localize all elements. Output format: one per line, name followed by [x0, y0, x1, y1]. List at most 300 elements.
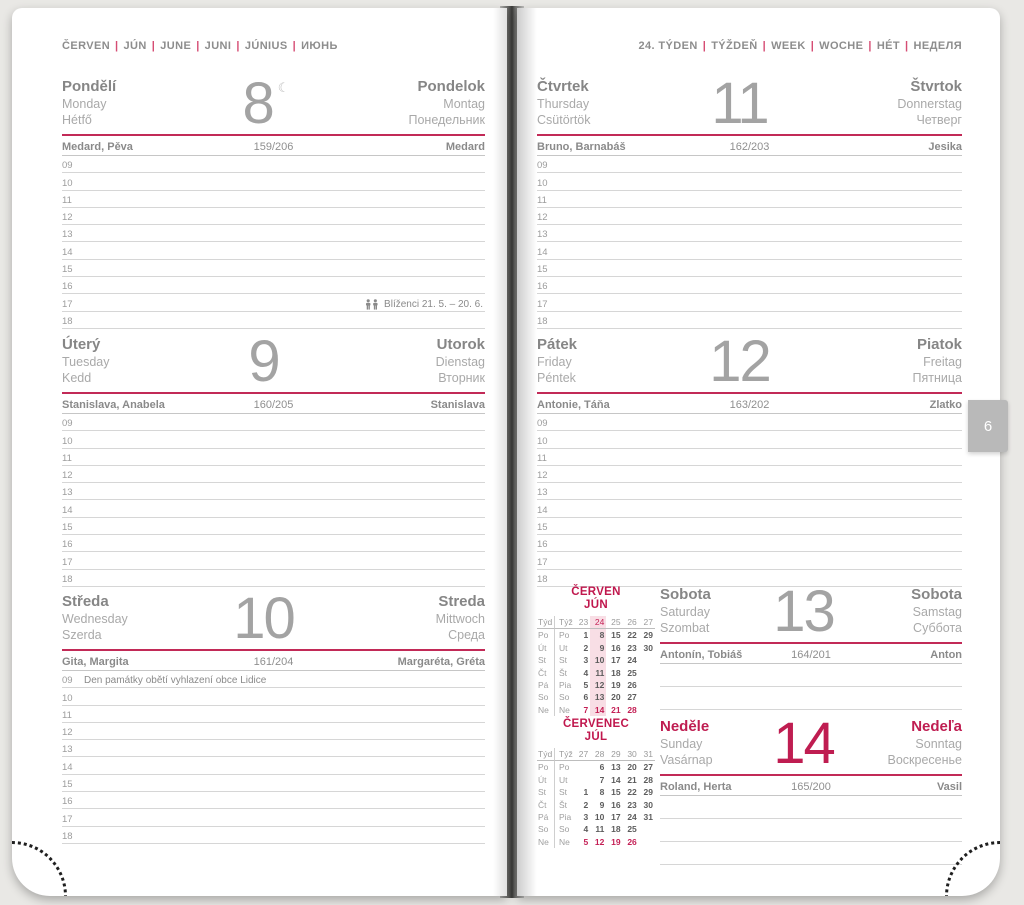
hour-label: 09 — [537, 418, 548, 430]
day-cell: 29 — [643, 787, 653, 798]
hour-row — [62, 173, 485, 190]
day-name-cz: Středa — [62, 593, 109, 610]
header-item: WEEK — [771, 40, 806, 52]
nameday-cz: Stanislava, Anabela — [62, 399, 165, 411]
nameday-cz: Antonín, Tobiáš — [660, 649, 743, 661]
hour-row — [537, 294, 962, 311]
day-cell: 13 — [611, 762, 621, 773]
hour-label: 13 — [537, 487, 548, 499]
mini-calendar-title: ČERVENEC — [562, 718, 630, 730]
day-block-sunday — [660, 711, 963, 865]
day-cell — [574, 774, 590, 786]
day-cell — [639, 654, 655, 666]
day-of-year: 165/200 — [791, 781, 831, 793]
hour-row — [62, 809, 485, 826]
hour-label: 14 — [537, 246, 548, 258]
header-separator: | — [236, 40, 240, 52]
day-name-en: Friday — [537, 355, 572, 369]
hour-row — [537, 173, 962, 190]
day-name-sk: Nedeľa — [911, 718, 962, 735]
nameday-row — [62, 651, 485, 671]
ruled-lines — [660, 796, 962, 865]
nameday-cz: Antonie, Táňa — [537, 399, 610, 411]
header-separator: | — [115, 40, 119, 52]
day-cell: 6 — [599, 762, 605, 773]
day-cell — [639, 836, 655, 848]
ruled-lines — [660, 664, 962, 710]
hour-label: 14 — [537, 504, 548, 516]
day-header — [660, 579, 962, 644]
day-cell: 8 — [590, 629, 606, 641]
hour-row — [62, 277, 485, 294]
day-cell — [639, 691, 655, 703]
header-separator: | — [196, 40, 200, 52]
hour-row — [537, 449, 962, 466]
nameday-cz: Roland, Herta — [660, 781, 732, 793]
day-cell: 9 — [599, 799, 605, 810]
day-cell: 21 — [627, 774, 637, 785]
hour-label: 11 — [537, 194, 547, 206]
day-cell: 4 — [583, 667, 589, 678]
day-block-tuesday — [62, 329, 486, 587]
hour-label: 11 — [62, 452, 72, 464]
day-name-de: Mittwoch — [435, 612, 485, 626]
day-number: 9 — [248, 329, 279, 394]
day-header — [537, 329, 962, 394]
day-name-hu: Szerda — [62, 628, 102, 642]
day-block-friday — [537, 329, 963, 587]
day-cell — [639, 667, 655, 679]
ruled-line — [660, 819, 962, 842]
nameday-sk: Margaréta, Gréta — [397, 656, 486, 668]
hour-label: 14 — [62, 761, 73, 773]
header-separator: | — [702, 40, 707, 52]
hour-label: 13 — [62, 229, 73, 241]
day-cell: 1 — [583, 787, 589, 798]
hour-label: 15 — [537, 522, 548, 534]
hour-label: 10 — [62, 435, 73, 447]
hour-row — [537, 156, 962, 173]
week-number: 28 — [590, 748, 606, 761]
day-cell: 27 — [643, 762, 653, 773]
hour-row — [62, 688, 485, 705]
july-mini-calendar — [537, 718, 655, 848]
day-cell — [639, 823, 655, 835]
day-name-hu: Péntek — [537, 371, 576, 385]
day-cell: 3 — [583, 655, 589, 666]
day-cell: 14 — [590, 704, 606, 716]
day-number: 11 — [711, 71, 768, 136]
hour-label: 12 — [537, 212, 548, 224]
day-cell: 2 — [583, 642, 589, 653]
day-cell: 11 — [595, 824, 605, 835]
weekday-label-cz: Čt — [538, 799, 547, 810]
hour-label: 18 — [62, 573, 73, 585]
hour-label: 16 — [62, 796, 73, 808]
week-label-cz: Týd — [537, 748, 554, 761]
day-name-en: Tuesday — [62, 355, 110, 369]
day-of-year: 160/205 — [253, 399, 294, 411]
day-name-hu: Kedd — [62, 371, 92, 385]
day-name-cz: Neděle — [660, 718, 710, 735]
mini-calendar-subtitle: JÚN — [584, 599, 608, 611]
day-header — [62, 586, 485, 651]
mini-calendar-title: ČERVEN — [571, 586, 621, 598]
hour-row — [537, 500, 962, 517]
day-cell: 27 — [627, 692, 637, 703]
day-cell: 4 — [583, 824, 589, 835]
hour-grid — [537, 156, 962, 329]
hour-row — [62, 570, 485, 587]
day-cell: 7 — [583, 704, 589, 715]
day-name-de: Dienstag — [435, 355, 485, 369]
day-cell: 5 — [583, 836, 589, 847]
day-cell — [639, 679, 655, 691]
day-cell: 8 — [599, 787, 605, 798]
ruled-line — [660, 687, 962, 710]
day-header — [537, 71, 962, 136]
day-name-sk: Streda — [438, 593, 485, 610]
week-number: 27 — [574, 748, 590, 761]
hour-row — [62, 706, 485, 723]
hour-label: 17 — [62, 813, 73, 825]
day-cell: 7 — [599, 774, 605, 785]
day-cell: 30 — [643, 642, 653, 653]
day-cell: 9 — [590, 642, 606, 654]
hour-label: 10 — [62, 177, 73, 189]
day-block-wednesday — [62, 586, 486, 844]
nameday-row — [62, 136, 485, 156]
day-cell: 21 — [611, 704, 621, 715]
left-page — [12, 8, 507, 896]
day-cell: 18 — [611, 824, 621, 835]
weekday-label-sk: Št — [554, 799, 574, 811]
day-cell: 30 — [643, 799, 653, 810]
week-number: 30 — [623, 748, 639, 761]
hour-grid — [62, 414, 485, 587]
hour-label: 15 — [62, 264, 73, 276]
hour-row — [62, 225, 485, 242]
nameday-row — [537, 394, 962, 414]
day-cell: 24 — [627, 812, 637, 823]
hour-row — [537, 466, 962, 483]
hour-label: 17 — [62, 298, 73, 310]
hour-row — [62, 552, 485, 569]
day-of-year: 164/201 — [791, 649, 831, 661]
day-cell: 15 — [611, 787, 621, 798]
weekday-label-cz: St — [538, 787, 547, 798]
weekday-label-sk: Ut — [554, 774, 574, 786]
hour-row — [62, 518, 485, 535]
hour-row — [537, 414, 962, 431]
nameday-cz: Bruno, Barnabáš — [537, 141, 626, 153]
hour-label: 12 — [62, 470, 73, 482]
month-tab-6[interactable]: 6 — [968, 400, 1008, 452]
hour-row — [537, 225, 962, 242]
day-name-en: Sunday — [660, 737, 703, 751]
mini-calendar-grid — [537, 748, 655, 848]
header-item: JÚN — [123, 40, 147, 52]
week-number: 29 — [606, 748, 622, 761]
hour-label: 18 — [537, 573, 548, 585]
day-cell: 10 — [590, 654, 606, 666]
hour-label: 17 — [537, 556, 548, 568]
day-cell: 16 — [611, 799, 621, 810]
day-number: 14 — [773, 711, 834, 776]
day-cell: 2 — [583, 799, 589, 810]
day-name-cz: Čtvrtek — [537, 78, 589, 95]
hour-label: 12 — [62, 727, 73, 739]
hour-row — [537, 570, 962, 587]
hour-row — [62, 535, 485, 552]
hour-row — [537, 242, 962, 259]
day-cell: 28 — [627, 704, 637, 715]
hour-row — [62, 671, 485, 688]
hour-label: 18 — [62, 830, 73, 842]
day-cell: 28 — [643, 774, 653, 785]
nameday-row — [62, 394, 485, 414]
right-page — [517, 8, 1000, 896]
day-name-sk: Sobota — [911, 586, 962, 603]
day-name-ru: Пятница — [912, 371, 962, 385]
day-note — [365, 299, 485, 310]
header-item: JÚNIUS — [244, 40, 288, 52]
hour-label: 12 — [537, 470, 548, 482]
hour-label: 09 — [62, 418, 73, 430]
weekday-label-cz: Út — [538, 642, 547, 653]
hour-grid — [62, 156, 485, 329]
nameday-sk: Zlatko — [929, 399, 963, 411]
day-name-cz: Úterý — [62, 336, 101, 353]
hour-grid — [537, 414, 962, 587]
hour-row — [537, 483, 962, 500]
day-cell — [574, 761, 590, 773]
hour-row — [62, 294, 485, 311]
header-separator: | — [292, 40, 297, 52]
header-item: НЕДЕЛЯ — [913, 40, 962, 52]
header-item: ČERVEN — [62, 40, 111, 52]
weekday-label-cz: So — [538, 692, 549, 703]
weekday-label-cz: So — [538, 824, 549, 835]
weekday-label-sk: Pia — [554, 811, 574, 823]
header-item: ИЮНЬ — [301, 40, 338, 52]
header-item: JUNI — [204, 40, 232, 52]
header-item: HÉT — [876, 40, 901, 52]
hour-row — [62, 775, 485, 792]
hour-row — [62, 242, 485, 259]
nameday-sk: Medard — [445, 141, 486, 153]
nameday-row — [660, 644, 962, 664]
hour-label: 09 — [62, 160, 73, 172]
hour-row — [62, 449, 485, 466]
day-name-en: Wednesday — [62, 612, 128, 626]
hour-label: 16 — [537, 539, 548, 551]
header-item: WOCHE — [819, 40, 864, 52]
day-name-en: Saturday — [660, 605, 711, 619]
header-item: 24. TÝDEN — [638, 40, 698, 52]
nameday-sk: Vasil — [936, 781, 963, 793]
day-cell: 25 — [627, 667, 637, 678]
perforation-arc — [12, 841, 67, 896]
weekday-label-sk: Pia — [554, 679, 574, 691]
hour-label: 15 — [62, 779, 73, 791]
weekday-label-cz: St — [538, 655, 547, 666]
header-separator: | — [151, 40, 156, 52]
day-header — [62, 329, 485, 394]
day-name-de: Montag — [443, 97, 485, 111]
day-cell: 12 — [590, 679, 606, 691]
hour-label: 18 — [62, 315, 73, 327]
weekday-label-sk: Ut — [554, 642, 574, 654]
week-header — [638, 40, 962, 52]
header-separator: | — [762, 40, 767, 52]
day-cell: 19 — [611, 680, 621, 691]
day-name-en: Monday — [62, 97, 107, 111]
day-cell: 14 — [611, 774, 621, 785]
ruled-line — [660, 842, 962, 865]
hour-label: 09 — [62, 675, 73, 687]
nameday-cz: Medard, Pěva — [62, 141, 133, 153]
day-cell: 23 — [627, 642, 637, 653]
weekday-label-sk: Po — [554, 761, 574, 773]
day-name-ru: Четверг — [916, 113, 962, 127]
weekday-label-cz: Čt — [538, 667, 547, 678]
hour-label: 14 — [62, 504, 73, 516]
day-note-text: Den památky obětí vyhlazení obce Lidice — [84, 675, 267, 687]
hour-row — [62, 757, 485, 774]
hour-row — [62, 414, 485, 431]
day-number: 8 — [242, 71, 273, 136]
nameday-cz: Gita, Margita — [62, 656, 129, 668]
day-cell: 18 — [611, 667, 621, 678]
week-number: 31 — [639, 748, 655, 761]
hour-label: 16 — [537, 281, 548, 293]
nameday-row — [537, 136, 962, 156]
day-cell: 5 — [583, 680, 589, 691]
ruled-line — [660, 796, 962, 819]
day-name-cz: Pátek — [537, 336, 578, 353]
week-number: 25 — [606, 616, 622, 629]
weekday-label-cz: Pá — [538, 812, 549, 823]
hour-row — [537, 431, 962, 448]
weekday-label-cz: Ne — [538, 836, 549, 847]
hour-row — [62, 431, 485, 448]
week-number: 27 — [639, 616, 655, 629]
weekday-label-sk: So — [554, 691, 574, 703]
hour-label: 13 — [62, 487, 73, 499]
day-cell: 29 — [643, 630, 653, 641]
weekday-label-sk: Št — [554, 667, 574, 679]
weekday-label-cz: Út — [538, 774, 547, 785]
day-block-thursday — [537, 71, 963, 329]
month-header — [62, 40, 338, 52]
day-cell: 13 — [590, 691, 606, 703]
hour-row — [537, 552, 962, 569]
day-cell: 10 — [594, 812, 605, 823]
day-note — [84, 675, 266, 686]
hour-label: 13 — [537, 229, 548, 241]
hour-label: 17 — [537, 298, 548, 310]
hour-label: 12 — [62, 212, 73, 224]
hour-label: 18 — [537, 315, 548, 327]
day-cell: 1 — [583, 630, 589, 641]
weekday-label-sk: So — [554, 823, 574, 835]
hour-row — [537, 191, 962, 208]
header-separator: | — [868, 40, 872, 52]
day-block-monday — [62, 71, 486, 329]
day-cell: 12 — [594, 836, 605, 847]
day-cell: 17 — [611, 655, 621, 666]
weekday-label-cz: Po — [538, 762, 549, 773]
nameday-sk: Jesika — [928, 141, 963, 153]
hour-grid — [62, 671, 485, 844]
week-label-sk: Týž — [554, 616, 574, 629]
day-name-hu: Hétfő — [62, 113, 92, 127]
week-number: 26 — [623, 616, 639, 629]
hour-label: 16 — [62, 539, 73, 551]
day-of-year: 163/202 — [729, 399, 770, 411]
hour-label: 15 — [537, 264, 548, 276]
day-name-de: Samstag — [912, 605, 962, 619]
hour-label: 11 — [62, 709, 72, 721]
hour-row — [62, 312, 485, 329]
header-item: JUNE — [160, 40, 192, 52]
hour-row — [62, 466, 485, 483]
weekday-label-sk: St — [554, 786, 574, 798]
day-name-sk: Piatok — [916, 336, 962, 353]
hour-row — [537, 277, 962, 294]
hour-row — [537, 208, 962, 225]
weekday-label-sk: Ne — [554, 704, 574, 716]
day-header — [660, 711, 962, 776]
mini-calendar-subtitle: JÚL — [584, 731, 608, 743]
day-cell: 6 — [583, 692, 589, 703]
day-cell: 20 — [611, 692, 621, 703]
hour-row — [537, 518, 962, 535]
day-of-year: 159/206 — [253, 141, 294, 153]
day-cell: 11 — [590, 667, 606, 679]
week-number: 23 — [574, 616, 590, 629]
day-cell: 26 — [627, 680, 637, 691]
day-name-en: Thursday — [537, 97, 590, 111]
week-label-cz: Týd — [537, 616, 554, 629]
ruled-line — [660, 664, 962, 687]
day-name-ru: Среда — [448, 628, 485, 642]
day-name-hu: Vasárnap — [660, 753, 713, 767]
hour-label: 10 — [62, 692, 73, 704]
day-cell: 15 — [611, 630, 621, 641]
hour-label: 10 — [537, 177, 548, 189]
hour-label: 17 — [62, 556, 73, 568]
day-cell: 22 — [627, 787, 637, 798]
hour-row — [537, 260, 962, 277]
hour-row — [62, 500, 485, 517]
june-mini-calendar — [537, 586, 655, 716]
day-cell: 19 — [611, 836, 621, 847]
header-separator: | — [905, 40, 909, 52]
day-cell: 24 — [627, 655, 637, 666]
header-separator: | — [810, 40, 815, 52]
day-cell — [639, 704, 655, 716]
hour-label: 16 — [62, 281, 73, 293]
nameday-sk: Anton — [930, 649, 963, 661]
header-item: TÝŽDEŇ — [711, 40, 758, 52]
day-name-ru: Вторник — [438, 371, 485, 385]
day-block-saturday — [660, 579, 963, 710]
day-cell: 17 — [611, 812, 621, 823]
day-name-sk: Pondelok — [417, 78, 485, 95]
hour-row — [62, 191, 485, 208]
